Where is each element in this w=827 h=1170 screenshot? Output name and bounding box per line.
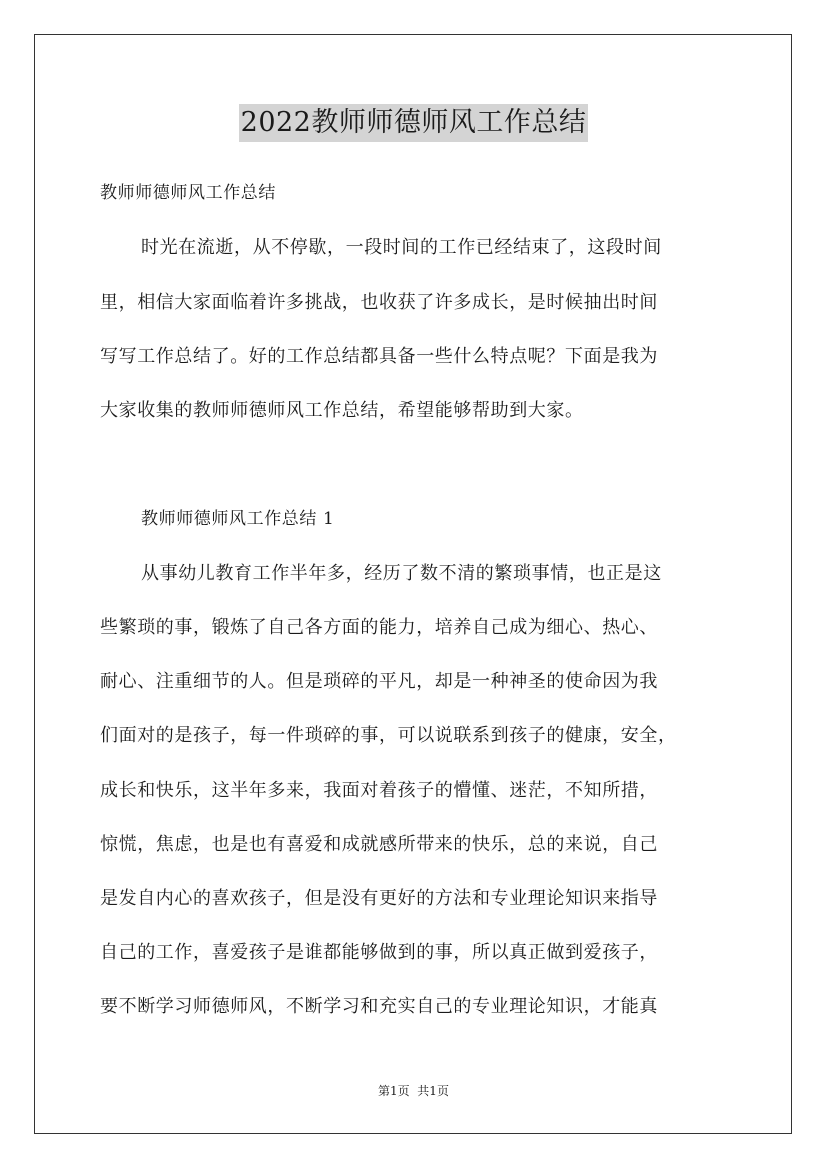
section-line-2: 些繁琐的事，锻炼了自己各方面的能力，培养自己成为细心、热心、	[100, 617, 658, 638]
page-footer: 第1页 共1页	[378, 1084, 449, 1098]
section-line-7: 是发自内心的喜欢孩子，但是没有更好的方法和专业理论知识来指导	[100, 888, 658, 909]
section-line-5: 成长和快乐，这半年多来，我面对着孩子的懵懂、迷茫，不知所措，	[100, 780, 658, 801]
section-line-6: 惊慌，焦虑，也是也有喜爱和成就感所带来的快乐，总的来说，自己	[100, 834, 658, 855]
intro-line-3: 写写工作总结了。好的工作总结都具备一些什么特点呢？下面是我为	[100, 346, 658, 367]
section-line-4: 们面对的是孩子，每一件琐碎的事，可以说联系到孩子的健康，安全，	[100, 725, 677, 746]
document-title: 2022教师师德师风工作总结	[239, 104, 589, 142]
intro-line-1: 时光在流逝，从不停歇，一段时间的工作已经结束了，这段时间	[141, 237, 662, 258]
intro-line-4: 大家收集的教师师德师风工作总结，希望能够帮助到大家。	[100, 400, 584, 421]
document-subtitle: 教师师德师风工作总结	[100, 183, 276, 203]
intro-line-2: 里，相信大家面临着许多挑战，也收获了许多成长，是时候抽出时间	[100, 292, 658, 313]
section-line-9: 要不断学习师德师风，不断学习和充实自己的专业理论知识，才能真	[100, 996, 658, 1017]
section-line-1: 从事幼儿教育工作半年多，经历了数不清的繁琐事情，也正是这	[141, 563, 662, 584]
title-container	[0, 104, 827, 142]
section-line-3: 耐心、注重细节的人。但是琐碎的平凡，却是一种神圣的使命因为我	[100, 671, 658, 692]
section-line-8: 自己的工作，喜爱孩子是谁都能够做到的事，所以真正做到爱孩子，	[100, 942, 658, 963]
section-heading: 教师师德师风工作总结 1	[141, 509, 335, 529]
